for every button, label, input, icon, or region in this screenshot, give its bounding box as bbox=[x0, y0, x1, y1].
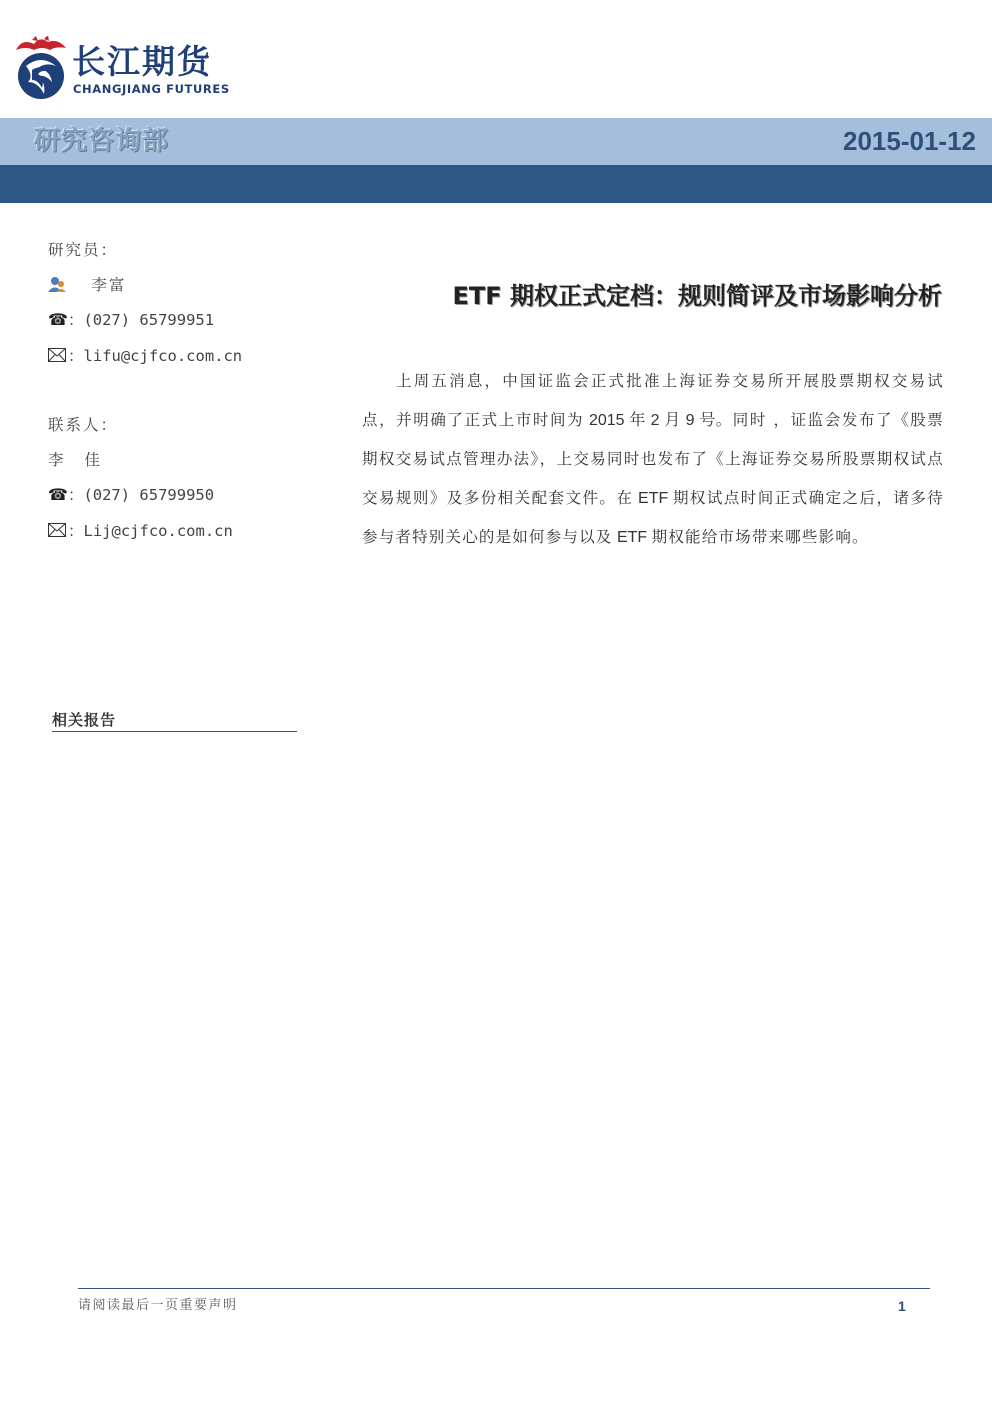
contact-name-row bbox=[48, 450, 108, 470]
email-icon bbox=[48, 522, 66, 538]
researcher-label: 研究员： bbox=[48, 241, 119, 259]
footer-divider bbox=[78, 1288, 930, 1289]
phone-icon: ☎ bbox=[48, 485, 68, 504]
launch-date: 2015 年 2 月 9 号 bbox=[584, 412, 716, 429]
related-reports-heading: 相关报告 bbox=[52, 710, 297, 732]
researcher-name: 李富 bbox=[91, 276, 127, 294]
article-title: ETF 期权正式定档：规则简评及市场影响分析 bbox=[452, 282, 942, 310]
researcher-email-row bbox=[48, 346, 242, 366]
email-icon bbox=[48, 347, 66, 363]
researcher-email[interactable]: ：lifu@cjfco.com.cn bbox=[68, 347, 243, 365]
header-band bbox=[0, 118, 992, 165]
changjiang-logo-icon bbox=[12, 36, 70, 100]
article-paragraph: 上周五消息，中国证监会正式批准上海证券交易所开展股票期权交易试点，并明确了正式上市时间为 2015 年 2 月 9 号。同时 ，证监会发布了《股票期权交易试点管理办法》，上交易同时也发布了《上海证券交易所股票期权试点交易规则》及多份相关配套文件。在 ETF 期权试点时间正式确定之后，诸多待参与者特别关心的是如何参与以及 ETF 期权能给市场带来哪些影响。 bbox=[362, 372, 945, 546]
researcher-phone-row bbox=[48, 310, 214, 330]
header-band-dark bbox=[0, 165, 992, 203]
contact-email-row bbox=[48, 521, 233, 541]
contact-name: 李 佳 bbox=[48, 451, 108, 469]
department-title: 研究咨询部 bbox=[34, 126, 170, 156]
person-icon bbox=[48, 276, 66, 292]
footer-notice: 请阅读最后一页重要声明 bbox=[78, 1298, 238, 1313]
contact-email[interactable]: ：Lij@cjfco.com.cn bbox=[68, 522, 233, 540]
researcher-name-row bbox=[48, 275, 126, 295]
logo-name-cn: 长江期货 bbox=[72, 42, 212, 81]
report-date: 2015-01-12 bbox=[843, 126, 976, 156]
contact-label: 联系人： bbox=[48, 416, 119, 434]
contact-phone-row bbox=[48, 485, 214, 505]
contact-phone: ：(027) 65799950 bbox=[67, 486, 215, 504]
page-number: 1 bbox=[898, 1298, 906, 1314]
company-logo bbox=[12, 36, 252, 102]
logo-name-en: CHANGJIANG FUTURES bbox=[73, 82, 230, 96]
researcher-phone: ：(027) 65799951 bbox=[67, 311, 215, 329]
phone-icon: ☎ bbox=[48, 310, 68, 329]
